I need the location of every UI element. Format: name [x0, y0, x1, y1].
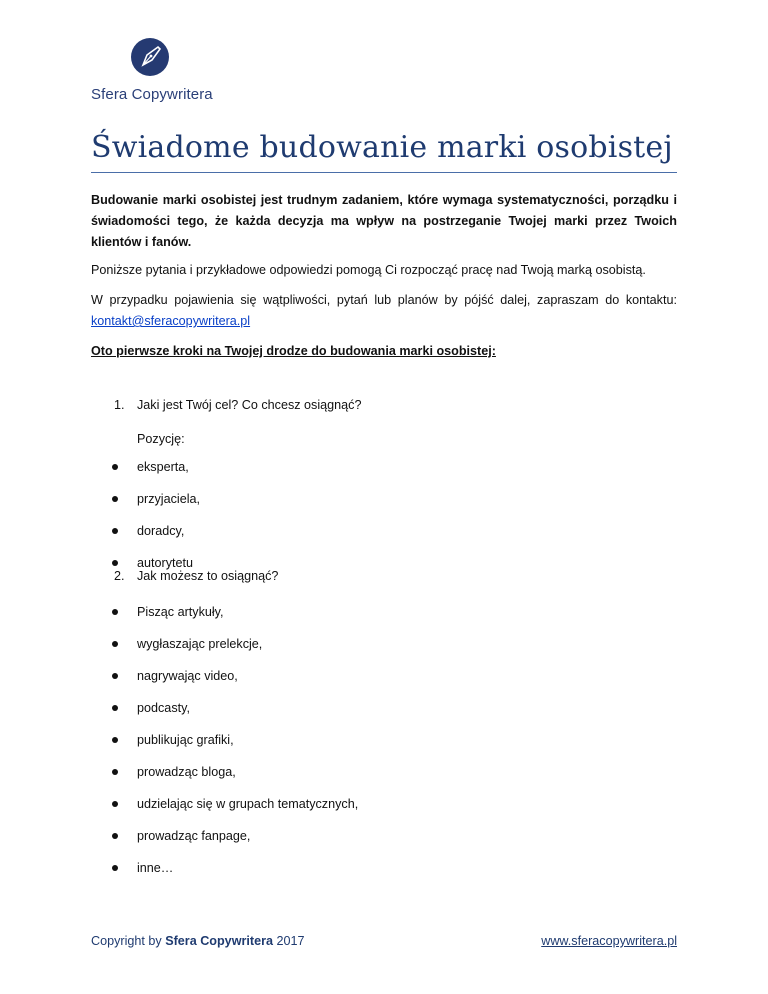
bullet-icon [112, 865, 118, 871]
question-1-number: 1. [114, 398, 125, 412]
page-title: Świadome budowanie marki osobistej [91, 130, 673, 165]
contact-email-link[interactable]: kontakt@sferacopywritera.pl [91, 314, 251, 328]
list-item-text: Pisząc artykuły, [137, 605, 224, 619]
footer-copyright [91, 934, 305, 948]
contact-paragraph [91, 290, 677, 332]
pen-nib-icon [131, 38, 169, 76]
list-item-text: doradcy, [137, 524, 185, 538]
list-item-text: eksperta, [137, 460, 189, 474]
list-item [112, 764, 358, 796]
list-item-text: inne… [137, 861, 174, 875]
question-1-subheading: Pozycję: [137, 432, 185, 446]
logo [91, 38, 231, 108]
title-divider [91, 172, 677, 173]
logo-text: Sfera Copywritera [91, 86, 213, 103]
list-item-text: udzielając się w grupach tematycznych, [137, 797, 359, 811]
bullet-icon [112, 737, 118, 743]
list-item [112, 732, 358, 764]
list-item-text: podcasty, [137, 701, 190, 715]
question-1 [114, 398, 361, 412]
footer-prefix: Copyright by [91, 934, 162, 948]
list-item [112, 491, 200, 523]
bullet-icon [112, 833, 118, 839]
bullet-icon [112, 705, 118, 711]
bullet-icon [112, 464, 118, 470]
bullet-icon [112, 496, 118, 502]
list-item [112, 523, 200, 555]
list-item-text: nagrywając video, [137, 669, 238, 683]
bullet-icon [112, 801, 118, 807]
bullet-icon [112, 528, 118, 534]
list-item [112, 796, 358, 828]
steps-heading: Oto pierwsze kroki na Twojej drodze do budowania marki osobistej: [91, 344, 496, 358]
list-item-text: przyjaciela, [137, 492, 200, 506]
bullet-icon [112, 609, 118, 615]
footer-website-link[interactable]: www.sferacopywritera.pl [541, 934, 677, 948]
list-item [112, 459, 200, 491]
question-2-number: 2. [114, 569, 125, 583]
contact-text: W przypadku pojawienia się wątpliwości, pytań lub planów by pójść dalej, zapraszam do kontaktu: [91, 293, 677, 307]
question-2-text: Jak możesz to osiągnąć? [137, 569, 279, 583]
list-item [112, 700, 358, 732]
list-item-text: wygłaszając prelekcje, [137, 637, 263, 651]
list-item [112, 828, 358, 860]
list-item-text: autorytetu [137, 556, 194, 570]
intro-paragraph: Budowanie marki osobistej jest trudnym zadaniem, które wymaga systematyczności, porządku i świadomości tego, że każda decyzja ma wpływ na postrzeganie Twojej marki przez Twoich klientów i fanów. [91, 193, 677, 249]
list-item [112, 860, 358, 892]
list-item [112, 668, 358, 700]
bullet-icon [112, 673, 118, 679]
question-2 [114, 569, 278, 583]
question-1-text: Jaki jest Twój cel? Co chcesz osiągnąć? [137, 398, 362, 412]
question-1-list [112, 459, 200, 587]
footer-year: 2017 [276, 934, 305, 948]
guide-paragraph: Poniższe pytania i przykładowe odpowiedzi pomogą Ci rozpocząć pracę nad Twoją marką osobistą. [91, 263, 646, 277]
list-item-text: prowadząc fanpage, [137, 829, 251, 843]
footer-brand: Sfera Copywritera [165, 934, 273, 948]
list-item [112, 636, 358, 668]
list-item [112, 604, 358, 636]
bullet-icon [112, 560, 118, 566]
bullet-icon [112, 641, 118, 647]
list-item-text: publikując grafiki, [137, 733, 234, 747]
question-2-list [112, 604, 358, 892]
list-item-text: prowadząc bloga, [137, 765, 236, 779]
bullet-icon [112, 769, 118, 775]
